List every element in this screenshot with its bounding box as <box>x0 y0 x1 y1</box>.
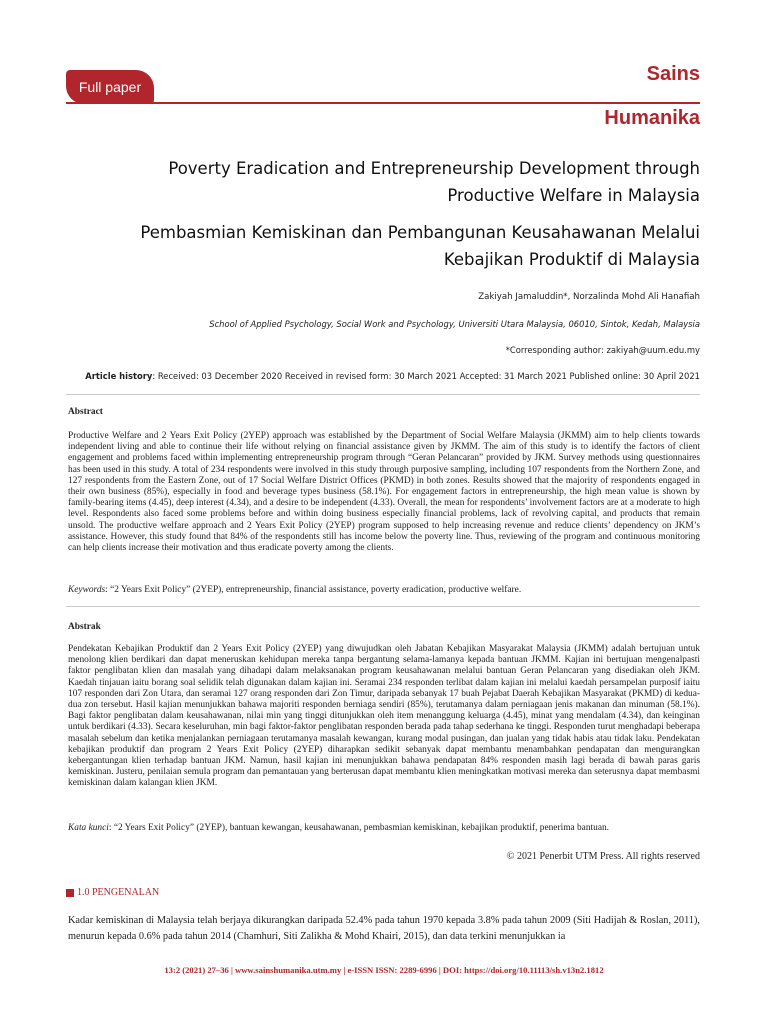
divider <box>66 606 700 607</box>
article-history-text: : Received: 03 December 2020 Received in revised form: 30 March 2021 Accepted: 31 March 2021 Published online: 30 April 2021 <box>152 371 700 381</box>
abstrak-text: Pendekatan Kebajikan Produktif dan 2 Years Exit Policy (2YEP) yang diwujudkan oleh Jabatan Kebajikan Masyarakat Malaysia (JKMM) adalah bertujuan untuk menolong klien berdikari dan dapat meneruskan kehidupan mereka tanpa bergantung selama-lamanya kepada bantuan JKMM. Kajian ini bertujuan mengenalpasti faktor penglibatan klien dan masalah yang dihadapi dalam melaksanakan program keusahawanan melalui bantuan Geran Pelancaran yang disediakan oleh JKM. Kaedah tinjauan iaitu borang soal selidik telah digunakan dalam kajian ini. Seramai 234 responden terlibat dalam kajian ini melalui kaedah persampelan purposif iaitu 107 responden dari Zon Utara, dan seramai 127 orang responden dari Zon Timur, daripada sebanyak 17 buah Pejabat Daerah Kebajikan Masyarakat (PKMD) di kedua-dua zon tersebut. Hasil kajian menunjukkan bahawa majoriti responden berniaga sendiri (85%), terutamanya dalam perniagaan jenis makanan dan minuman (58.1%). Bagi faktor penglibatan dalam keusahawanan, nilai min yang tinggi ditunjukkan oleh item menanggung keluarga (4.45), minat yang mendalam (4.34), dan keinginan untuk berdikari (4.33). Secara keseluruhan, min bagi faktor-faktor penglibatan responden berada pada tahap sederhana ke tinggi. Responden turut menghadapi beberapa masalah sebelum dan ketika menjalankan perniagaan terutamanya masalah kewangan, kurang modal pusingan, dan jualan yang tidak habis atau tidak laku. Pendekatan kebajikan produktif dan program 2 Years Exit Policy (2YEP) diharapkan sedikit sebanyak dapat membantu menambahkan pendapatan dan mengurangkan kebergantungan klien terhadap bantuan JKM. Namun, hasil kajian ini menunjukkan bahawa pendapatan 84% responden masih lagi berada di bawah paras garis kemiskinan. Justeru, penilaian semula program dan pemantauan yang berterusan dapat membantu klien meningkatkan motivasi mereka dan seterusnya dapat membasmi kemiskinan dalam kalangan klien JKM. <box>68 644 700 789</box>
article-history <box>60 371 700 381</box>
section-text: Kadar kemiskinan di Malaysia telah berjaya dikurangkan daripada 52.4% pada tahun 1970 kepada 3.8% pada tahun 2009 (Siti Hadijah & Roslan, 2011), menurun kepada 0.6% pada tahun 2014 (Chamhuri, Siti Zalikha & Mohd Khairi, 2015), dan data terkini menunjukkan ia <box>68 915 700 942</box>
authors: Zakiyah Jamaluddin*, Norzalinda Mohd Ali Hanafiah <box>478 292 700 302</box>
abstrak-heading: Abstrak <box>68 622 101 632</box>
title-malay <box>100 219 700 273</box>
section-heading <box>66 887 159 898</box>
article-history-label: Article history <box>85 371 153 381</box>
journal-name-line1: Sains <box>646 63 700 85</box>
abstract-text: Productive Welfare and 2 Years Exit Policy (2YEP) approach was established by the Department of Social Welfare Malaysia (JKMM) aim to help clients towards independent living and able to continue their life without relying on financial assistance given by JKMM. The aim of this study is to identify the factors of client engagement and problems faced within implementing entrepreneurship program through “Geran Pelancaran” provided by JKM. Survey methods using questionnaires has been used in this study. A total of 234 respondents were involved in this study through purposive sampling, including 107 respondents from the Northern Zone, and 127 respondents from the Eastern Zone, out of 17 Social Welfare District Offices (PKMD) in both zones. Results showed that the majority of respondents engaged in their own business (85%), especially in food and beverage types business (58.1%). For engagement factors in entrepreneurship, the high mean value is shown by family-bearing items (4.45), deep interest (4.34), and a desire to be independent (4.33). Overall, the mean for respondents’ involvement factors are at a moderate to high level. Respondents also faced some problems before and within doing business especially financial problems, lack of revolving capital, and products that remain unsold. The productive welfare approach and 2 Years Exit Policy (2YEP) program supposed to help increasing revenue and reduce clients’ dependency on JKM’s assistance. However, this study found that 84% of the respondents still has income below the poverty line. Thus, reviewing of the program and continuous monitoring can help clients increase their motivation and thus eradicate poverty among the clients. <box>68 431 700 554</box>
section-heading-text: 1.0 PENGENALAN <box>77 887 160 898</box>
paper-type-badge: Full paper <box>66 70 154 104</box>
header-rule <box>66 102 700 104</box>
page-footer: 13:2 (2021) 27–36 | www.sainshumanika.utm.my | e-ISSN ISSN: 2289-6996 | DOI: https://doi.org/10.11113/sh.v13n2.1812 <box>164 965 604 975</box>
affiliation: School of Applied Psychology, Social Work and Psychology, Universiti Utara Malaysia, 06010, Sintok, Kedah, Malaysia <box>209 319 700 329</box>
copyright: © 2021 Penerbit UTM Press. All rights reserved <box>506 851 700 862</box>
divider <box>66 394 700 395</box>
abstract-heading: Abstract <box>68 407 103 417</box>
title-english-line: Poverty Eradication and Entrepreneurship Development through <box>168 159 700 178</box>
square-bullet-icon <box>66 889 74 897</box>
title-malay-line: Pembasmian Kemiskinan dan Pembangunan Keusahawanan Melalui <box>140 223 700 242</box>
kata-kunci-text: : “2 Years Exit Policy” (2YEP), bantuan kewangan, keusahawanan, pembasmian kemiskinan, kebajikan produktif, penerima bantuan. <box>108 823 610 833</box>
kata-kunci <box>68 823 700 833</box>
journal-name-line2: Humanika <box>604 107 700 129</box>
keywords-text: : “2 Years Exit Policy” (2YEP), entrepreneurship, financial assistance, poverty eradication, productive welfare. <box>105 585 522 595</box>
title-malay-line: Kebajikan Produktif di Malaysia <box>443 250 700 269</box>
title-english <box>100 155 700 209</box>
keywords-label: Keywords <box>68 585 106 595</box>
keywords <box>68 585 700 595</box>
title-english-line: Productive Welfare in Malaysia <box>447 186 700 205</box>
corresponding-author: *Corresponding author: zakiyah@uum.edu.my <box>505 345 700 355</box>
kata-kunci-label: Kata kunci <box>68 823 109 833</box>
